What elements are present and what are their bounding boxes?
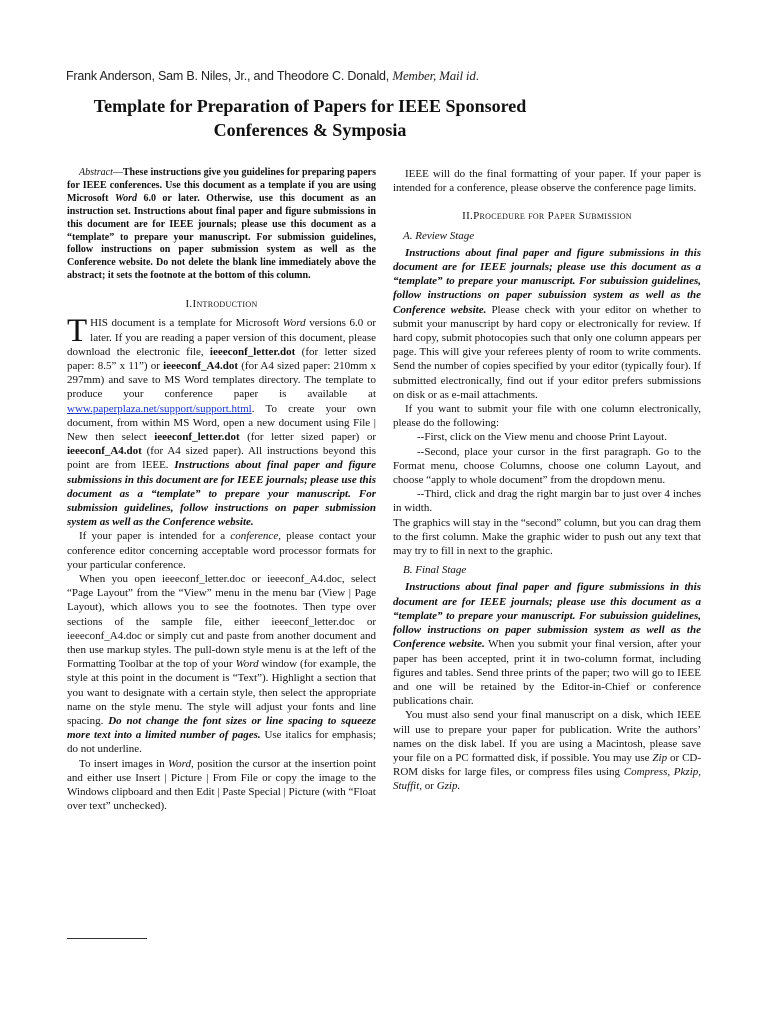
instructions-note: Instructions about final paper and figure submissions in this document are for IEEE journals; please use this document as a “template” to prepare your manuscript. For submission guidelines, follow instructions on paper submission system as well as the Conference website.	[67, 459, 377, 529]
review-text: Please check with your editor on whether to submit your manuscript by hard copy or electronically for review. If hard copy, submit photocopies such that only one column appears per page. This will give your referees plenty of room to write comments. Send the number of copies specified by your editor (typically four). If submitted electronically, find out if your editor prefers submissions on disk or as e-mail attachments.	[393, 303, 702, 401]
author-membership: Member, Mail id	[392, 68, 476, 83]
instructions-note: Instructions about final paper and figure submissions in this document are for IEEE journals; please use this document as a “template” to prepare your manuscript. For subuission guidelines, follow instructions on paper submission system as well as the Conference website.	[393, 581, 701, 651]
final-text-2c: or	[424, 780, 434, 793]
title-line-1: Template for Preparation of Papers for IEEE Sponsored	[93, 96, 527, 116]
file-name: ieeeconf_letter.dot	[209, 345, 296, 358]
intro-p3b: window (for example, the style at this point in the document is “Text”). Highlight a section that you want to designate with a certain style, then select the appropriate name on the style menu. The style will adjust your fonts and line spacing.	[67, 658, 377, 728]
intro-p1d: (for A4 sized paper: 210mm x 297mm) and save to MS Word templates directory. The template to produce your conference paper is available at	[67, 359, 377, 401]
author-line-end: .	[475, 69, 479, 83]
abstract-text-1: These instructions give you guidelines for preparing papers for IEEE conferences. Use this document as a template if you are using Microsoft	[67, 167, 376, 204]
subsection-title: Final Stage	[415, 564, 467, 577]
author-line	[66, 68, 706, 84]
section-heading-introduction	[67, 297, 376, 311]
review-paragraph-2: If you want to submit your file with one column electronically, please do the following:	[393, 403, 701, 430]
intro-p1c: (for letter sized paper: 8.5” x 11”) or	[67, 345, 376, 372]
intro-p1a: HIS document is a template for Microsoft	[90, 317, 280, 330]
intro-p1g: (for A4 sized paper). All instructions beyond this point are from IEEE.	[67, 445, 377, 472]
abstract-label: Abstract	[79, 167, 113, 178]
intro-p3c: Use italics for emphasis; do not underline.	[67, 729, 377, 756]
left-column	[67, 167, 376, 813]
intro-p2a: If your paper is intended for a	[79, 530, 226, 543]
section-title: Introduction	[192, 298, 258, 311]
review-paragraph-1	[393, 246, 701, 402]
formatting-paragraph: IEEE will do the final formatting of your paper. If your paper is intended for a conference, please observe the conference page limits.	[393, 168, 701, 195]
section-title: Procedure for Paper Submission	[473, 210, 632, 223]
final-text: When you submit your final version, after your paper has been accepted, print it in two-column format, including figures and tables. Send three prints of the paper; two will go to IEEE and one will be retained by the Editor-in-Chief or conference publications chair.	[393, 638, 701, 708]
abstract-word: Word	[114, 192, 137, 204]
step-2: --Second, place your cursor in the first paragraph. Go to the Format menu, choose Columns, choose one column Layout, and choose “apply to whole document” from the dropdown menu.	[393, 445, 701, 487]
author-names: Frank Anderson, Sam B. Niles, Jr., and Theodore C. Donald,	[66, 69, 390, 83]
zip-term: Zip	[652, 751, 668, 764]
final-paragraph-1	[393, 580, 701, 708]
subsection-label: A.	[403, 229, 413, 242]
intro-paragraph-3	[67, 572, 376, 757]
compress-terms: Compress, Pkzip, Stuffit,	[393, 766, 701, 793]
abstract	[67, 167, 376, 283]
intro-p3a: When you open ieeeconf_letter.doc or ieeeconf_A4.doc, select “Page Layout” from the “View” menu in the menu bar (View | Page Layout), which allows you to see the footnotes. Then type over sections of the sample file, either ieeeconf_letter.doc or ieeeconf_A4.doc or simply cut and paste from another document and then use markup styles. The pull-down style menu is at the left of the Formatting Toolbar at the top of your	[67, 573, 376, 671]
abstract-text-2: 6.0 or later. Otherwise, use this document as an instruction set. Instructions about final paper and figure submissions in this document are for IEEE journals; please use this document as a “template” to prepare your manuscript. For submission guidelines, follow instructions on paper submission system as well as the Conference website. Do not delete the blank line immediately above the abstract; it sets the footnote at the bottom of this column.	[67, 192, 376, 282]
drop-cap: T	[67, 313, 88, 350]
abstract-dash: —	[112, 167, 123, 178]
intro-word: Word	[235, 658, 259, 671]
final-paragraph-2	[393, 708, 701, 793]
intro-word: Word,	[167, 757, 194, 770]
step-1: --First, click on the View menu and choose Print Layout.	[417, 431, 667, 444]
footnote-rule	[67, 938, 147, 939]
instructions-note: Instructions about final paper and figure submissions in this document are for IEEE journals; please use this document as a “template” to prepare your manuscript. For subuission guidelines, follow instructions on paper subuission system as well as the Conference website.	[393, 246, 701, 316]
intro-p4a: To insert images in	[79, 757, 165, 770]
file-name: ieeeconf_letter.dot	[154, 430, 240, 443]
intro-conference: conference,	[230, 530, 281, 543]
file-name: ieeeconf_A4.dot	[67, 445, 142, 458]
step-3: --Third, click and drag the right margin bar to just over 4 inches in width.	[393, 488, 701, 515]
subsection-label: B.	[403, 564, 413, 577]
support-link[interactable]: www.paperplaza.net/support/support.html	[67, 402, 252, 415]
intro-paragraph-1	[67, 313, 377, 529]
file-name: ieeeconf_A4.dot	[163, 359, 238, 372]
intro-word: Word	[282, 317, 306, 330]
paper-title	[40, 94, 580, 142]
review-paragraph-3: The graphics will stay in the “second” column, but you can drag them to the first column. Make the graphic wider to push out any text that may try to fill in next to the graphic.	[393, 516, 701, 558]
title-line-2: Conferences & Symposia	[213, 120, 407, 140]
section-heading-procedure	[393, 209, 701, 223]
section-number: II.	[462, 210, 474, 223]
subsection-heading-review	[403, 229, 701, 243]
subsection-title: Review Stage	[415, 229, 475, 242]
final-text-2a: You must also send your final manuscript on a disk, which IEEE will use to prepare your paper for publication. Write the authors’ names on the disk label. If you are using a Macintosh, please save your file on a PC formatted disk, if possible. You may use	[393, 709, 701, 764]
gzip-term: Gzip.	[436, 780, 461, 793]
intro-p1e: . To create your own document, from within MS Word, open a new document using File | New then select	[67, 402, 376, 443]
intro-paragraph-2	[67, 529, 376, 572]
intro-p1f: (for letter sized paper) or	[247, 430, 376, 443]
intro-p2b: please contact your conference editor concerning acceptable word processor formats for your particular conference.	[67, 530, 377, 571]
right-column	[393, 167, 701, 794]
section-number: I.	[185, 298, 193, 311]
font-warning: Do not change the font sizes or line spacing to squeeze more text into a limited number of pages.	[67, 715, 377, 742]
intro-p1b: versions 6.0 or later. If you are reading a paper version of this document, please download the electronic file,	[67, 317, 377, 358]
subsection-heading-final	[403, 563, 701, 577]
intro-paragraph-4	[67, 757, 376, 814]
final-text-2b: or CD-ROM disks for large files, or compress files using	[393, 751, 702, 779]
intro-p4b: position the cursor at the insertion point and either use Insert | Picture | From File or copy the image to the Windows clipboard and then Edit | Paste Special | Picture (with “Float over text” unchecked).	[67, 757, 376, 813]
